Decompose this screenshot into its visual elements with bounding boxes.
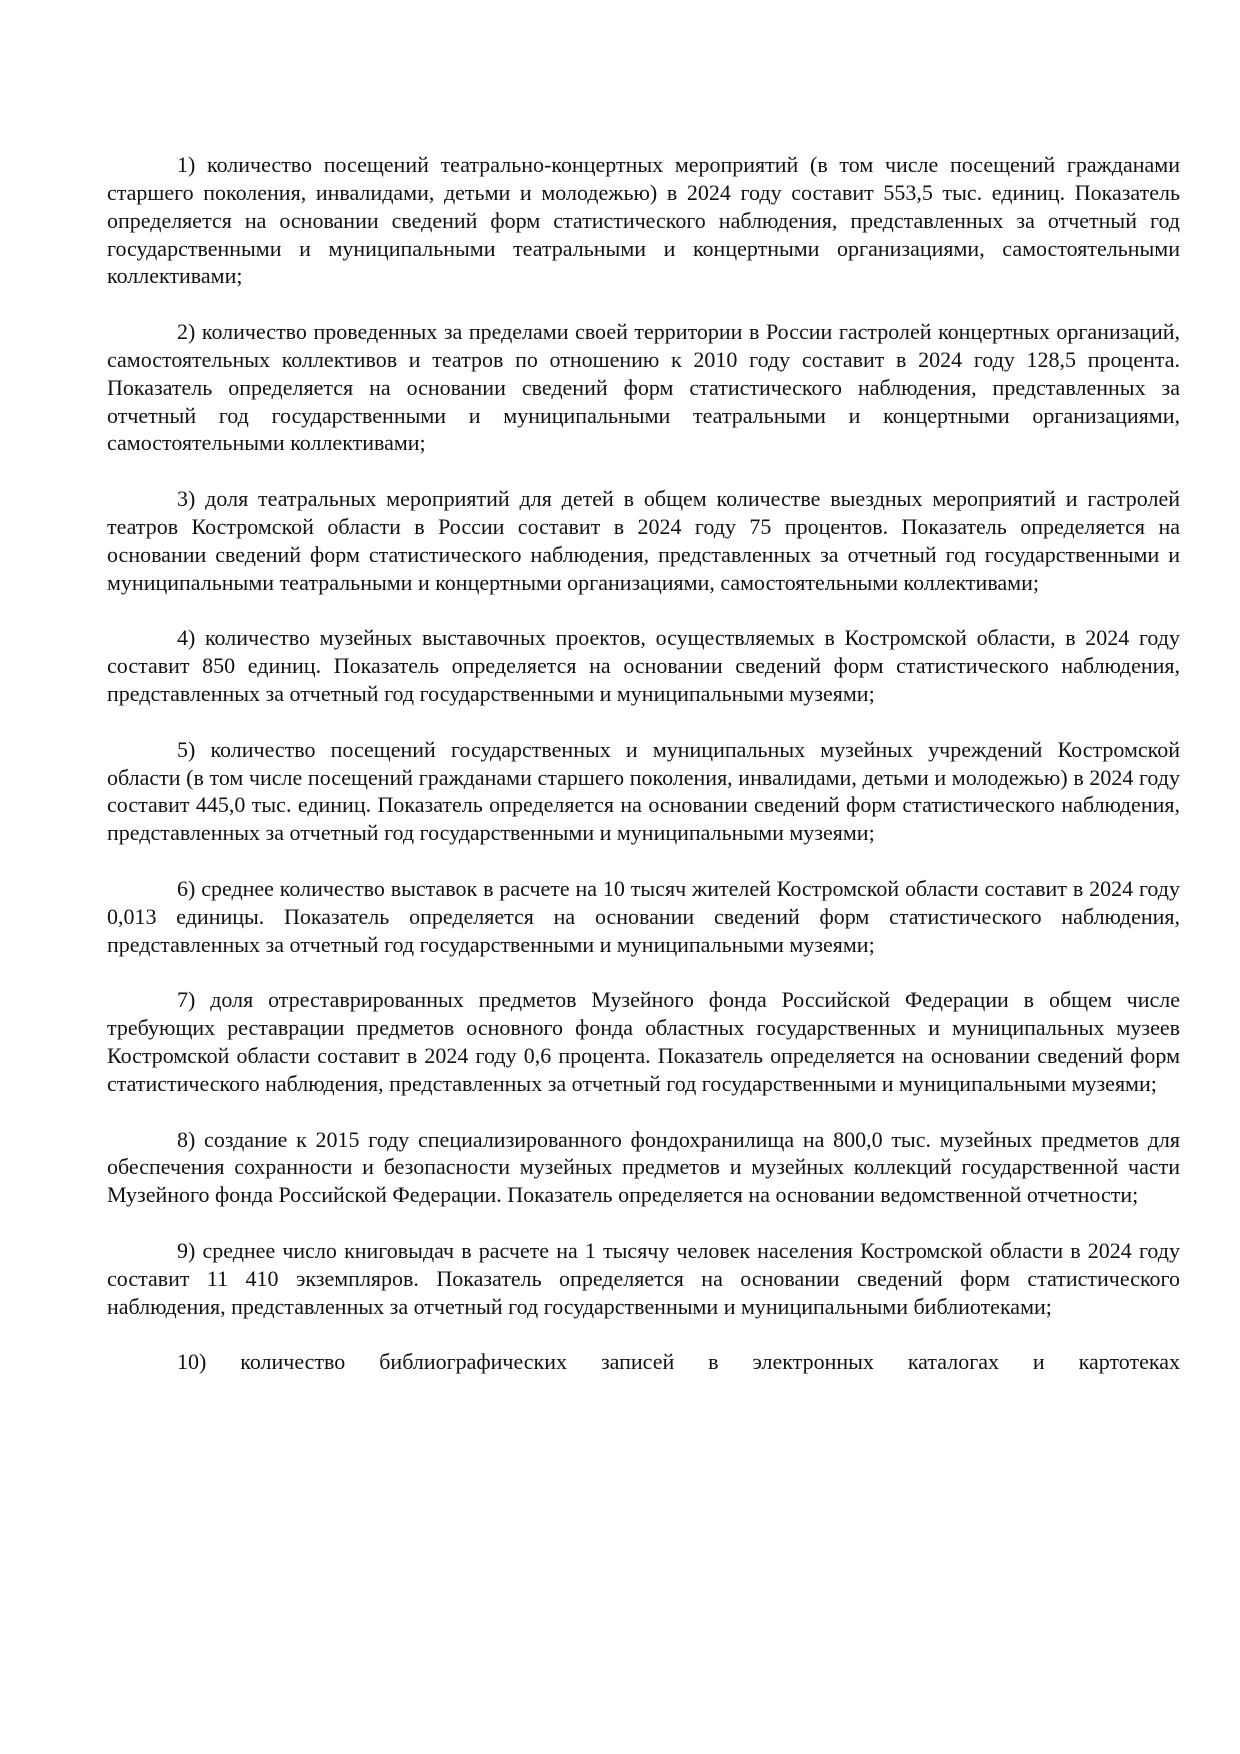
document-page xyxy=(107,151,1180,1404)
paragraph-item-10: 10) количество библиографических записей в электронных каталогах и картотеках xyxy=(177,1349,1180,1375)
paragraph-item-6: 6) среднее количество выставок в расчете на 10 тысяч жителей Костромской области составит в 2024 году 0,013 единицы. Показатель определяется на основании сведений форм статистического наблюдения, представленных за отчетный год государственными и муниципальными музеями; xyxy=(107,875,1180,957)
paragraph-item-3: 3) доля театральных мероприятий для детей в общем количестве выездных мероприятий и гастролей театров Костромской области в России составит в 2024 году 75 процентов. Показатель определяется на основании сведений форм статистического наблюдения, представленных за отчетный год государственными и муниципальными театральными и концертными организациями, самостоятельными коллективами; xyxy=(107,486,1180,595)
paragraph-item-2: 2) количество проведенных за пределами своей территории в России гастролей концертных организаций, самостоятельных коллективов и театров по отношению к 2010 году составит в 2024 году 128,5 процента. Показатель определяется на основании сведений форм статистического наблюдения, представленных за отчетный год государственными и муниципальными театральными и концертными организациями, самостоятельными коллективами; xyxy=(107,319,1180,456)
paragraph-item-8: 8) создание к 2015 году специализированного фондохранилища на 800,0 тыс. музейных предметов для обеспечения сохранности и безопасности музейных предметов и музейных коллекций государственной части Музейного фонда Российской Федерации. Показатель определяется на основании ведомственной отчетности; xyxy=(107,1126,1180,1208)
paragraph-item-4: 4) количество музейных выставочных проектов, осуществляемых в Костромской области, в 2024 году составит 850 единиц. Показатель определяется на основании сведений форм статистического наблюдения, представленных за отчетный год государственными и муниципальными музеями; xyxy=(107,625,1180,707)
paragraph-item-1: 1) количество посещений театрально-концертных мероприятий (в том числе посещений гражданами старшего поколения, инвалидами, детьми и молодежью) в 2024 году составит 553,5 тыс. единиц. Показатель определяется на основании сведений форм статистического наблюдения, представленных за отчетный год государственными и муниципальными театральными и концертными организациями, самостоятельными коллективами; xyxy=(107,152,1180,289)
paragraph-item-5: 5) количество посещений государственных и муниципальных музейных учреждений Костромской области (в том числе посещений гражданами старшего поколения, инвалидами, детьми и молодежью) в 2024 году составит 445,0 тыс. единиц. Показатель определяется на основании сведений форм статистического наблюдения, представленных за отчетный год государственными и муниципальными музеями; xyxy=(107,736,1180,846)
paragraph-item-9: 9) среднее число книговыдач в расчете на 1 тысячу человек населения Костромской области в 2024 году составит 11 410 экземпляров. Показатель определяется на основании сведений форм статистического наблюдения, представленных за отчетный год государственными и муниципальными библиотеками; xyxy=(107,1237,1180,1319)
paragraph-item-7: 7) доля отреставрированных предметов Музейного фонда Российской Федерации в общем числе требующих реставрации предметов основного фонда областных государственных и муниципальных музеев Костромской области составит в 2024 году 0,6 процента. Показатель определяется на основании сведений форм статистического наблюдения, представленных за отчетный год государственными и муниципальными музеями; xyxy=(107,987,1180,1096)
